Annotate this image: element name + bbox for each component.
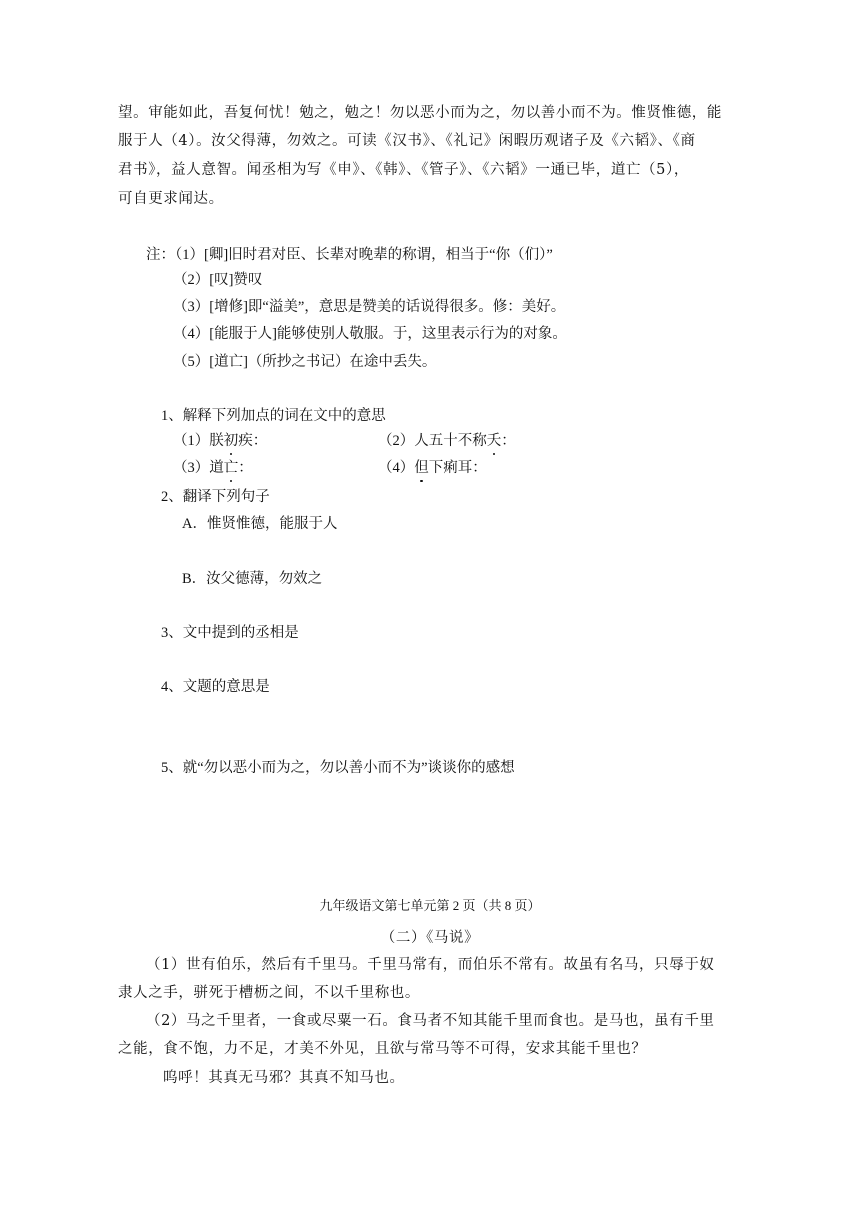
q1-item-text: 下痢耳： xyxy=(428,460,487,476)
note-item: （3）[增修]即“溢美”，意思是赞美的话说得很多。修：美好。 xyxy=(173,299,566,315)
page-footer: 九年级语文第七单元第 2 页（共 8 页） xyxy=(319,898,541,913)
q1-item-prefix: （3） xyxy=(173,460,210,476)
q1-item-text: 道 xyxy=(209,460,224,476)
passage-line: 望。审能如此，吾复何忧！勉之，勉之！勿以恶小而为之，勿以善小而不为。惟贤惟德，能 xyxy=(118,105,722,121)
q1-item-text: ： xyxy=(501,433,516,449)
dotted-word: 亡 xyxy=(223,460,239,476)
q1-item-text: 人五十不称 xyxy=(414,433,487,449)
dotted-word: 初 xyxy=(223,433,239,449)
section-line: （2）马之千里者，一食或尽粟一石。食马者不知其能千里而食也。是马也，虽有千里 xyxy=(146,1013,715,1029)
note-item: （4）[能服于人]能够使别人敬服。于，这里表示行为的对象。 xyxy=(173,326,567,342)
note-item: （2）[叹]赞叹 xyxy=(173,272,263,288)
question-2-b: B．汝父德薄，勿效之 xyxy=(182,571,323,587)
section-line: 呜呼！其真无马邪？其真不知马也。 xyxy=(163,1070,405,1086)
passage-line: 可自更求闻达。 xyxy=(118,191,224,207)
question-5: 5、就“勿以恶小而为之，勿以善小而不为”谈谈你的感想 xyxy=(161,760,515,776)
note-item: 注：（1）[卿]旧时君对臣、长辈对晚辈的称谓，相当于“你（们）” xyxy=(146,247,553,263)
note-item: （5）[道亡]（所抄之书记）在途中丢失。 xyxy=(173,354,437,370)
question-3: 3、文中提到的丞相是 xyxy=(161,625,299,641)
dotted-word: 但 xyxy=(414,460,429,476)
q1-item-prefix: （2） xyxy=(378,433,415,449)
q1-item xyxy=(378,431,516,451)
q1-item-text: 疾： xyxy=(238,433,268,449)
q1-item-text: ： xyxy=(238,460,253,476)
question-2-title: 2、翻译下列句子 xyxy=(161,489,270,505)
q1-item-prefix: （1） xyxy=(173,433,210,449)
section-line: 之能，食不饱，力不足，才美不外见，且欲与常马等不可得，安求其能千里也？ xyxy=(118,1041,647,1057)
section-line: 隶人之手，骈死于槽枥之间，不以千里称也。 xyxy=(118,985,420,1001)
question-1-title: 1、解释下列加点的词在文中的意思 xyxy=(161,408,386,424)
section-line: （1）世有伯乐，然后有千里马。千里马常有，而伯乐不常有。故虽有名马，只辱于奴 xyxy=(146,957,715,973)
question-2-a: A．惟贤惟德，能服于人 xyxy=(182,516,338,532)
q1-item xyxy=(378,458,487,478)
q1-item xyxy=(173,458,253,478)
q1-item-text: 朕 xyxy=(209,433,224,449)
q1-item-prefix: （4） xyxy=(378,460,415,476)
section-title: （二）《马说》 xyxy=(380,930,480,946)
question-4: 4、文题的意思是 xyxy=(161,679,270,695)
q1-item xyxy=(173,431,267,451)
passage-line: 服于人（4）。汝父得薄，勿效之。可读《汉书》、《礼记》闲暇历观诸子及《六韬》、《商 xyxy=(118,133,696,149)
passage-line: 君书》，益人意智。闻丞相为写《申》、《韩》、《管子》、《六韬》一通已毕，道亡（5）， xyxy=(118,162,689,178)
dotted-word: 夭 xyxy=(486,433,502,449)
